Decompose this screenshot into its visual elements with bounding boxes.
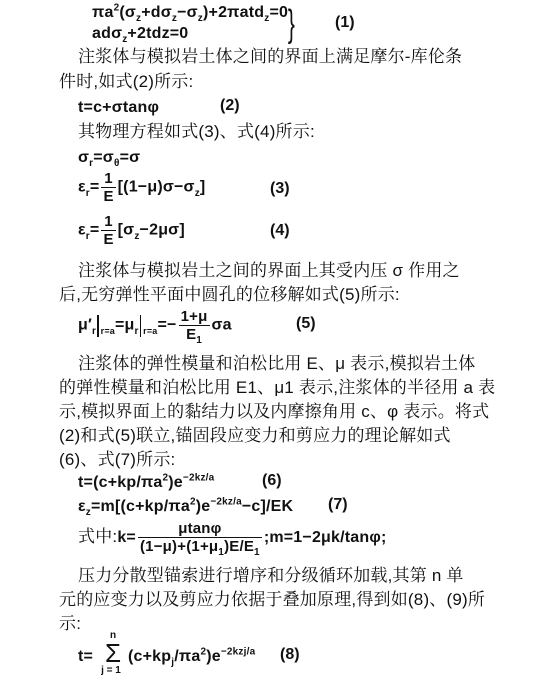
- eq-k-fraction: $\frac{\mu\tan\varphi}{(1-\mu)+(1+\mu_1)E/E_1}$: [139, 520, 260, 558]
- eq8-number: (8): [280, 646, 300, 663]
- para1-line2: 件时,如式(2)所示:: [59, 72, 194, 91]
- eq3-fraction: $\frac{1}{E}$: [103, 170, 114, 205]
- para4-line3: 示,模拟界面上的黏结力以及内摩擦角用 c、φ 表示。将式: [59, 402, 490, 421]
- eq-k-m: 式中:k= $\frac{\mu\tan\varphi}{(1-\mu)+(1+\mu_1)E/E_1}$ ;m=1−2μk/tanφ;: [78, 520, 387, 558]
- eq5-number: (5): [296, 315, 316, 332]
- eq7-number: (7): [328, 496, 348, 513]
- eq2-number: (2): [220, 97, 240, 114]
- para5-line1: 压力分散型锚索进行增序和分级循环加载,其第 n 单: [78, 566, 464, 585]
- eq6: $t=(c+kp/\pi a^2)e^{-2kz/a}$: [78, 472, 215, 491]
- para2-line1: 其物理方程如式(3)、式(4)所示:: [78, 122, 315, 141]
- para3-line2: 后,无穷弹性平面中圆孔的位移解如式(5)所示:: [59, 285, 400, 304]
- para5-line3: 示:: [59, 614, 82, 633]
- para3-line1: 注浆体与模拟岩土之间的界面上其受内压 σ 作用之: [78, 261, 460, 280]
- eq3: $\varepsilon_r=$ $\frac{1}{E}$ $[(1-\mu)\sigma-\sigma_z]$: [78, 170, 206, 205]
- eq8-body: $(c+kp_j/\pi a^2)e^{-2kzj/a}$: [128, 646, 256, 669]
- para4-line5: (6)、式(7)所示:: [59, 450, 176, 469]
- para5-line2: 元的应变力以及剪应力依据于叠加原理,得到如(8)、(9)所: [59, 590, 486, 609]
- eq4: $\varepsilon_r=$ $\frac{1}{E}$ $[\sigma_z-2\mu\sigma]$: [78, 213, 185, 248]
- eq8-lhs: t=: [78, 648, 94, 665]
- eq1-line2: adσ$_z$+2tdz=0: [92, 25, 189, 46]
- eq4-number: (4): [270, 222, 290, 239]
- eq8-summation: n Σ j = 1: [101, 630, 122, 676]
- para4-line1: 注浆体的弹性模量和泊松比用 E、μ 表示,模拟岩土体: [78, 354, 476, 373]
- eq1-brace: }: [287, 3, 295, 45]
- eq6-number: (6): [262, 472, 282, 489]
- eq3-number: (3): [270, 180, 290, 197]
- eq1-line1: $\pi a^2(\sigma_z+d\sigma_z-\sigma_z)+2\pi atd_z=0$: [92, 2, 289, 25]
- eq5: $\mu'_r$ $_{r=a}=\mu_r$ $_{r=a}$=− $\frac{1+\mu}{E_1}$ σa: [78, 308, 232, 346]
- eq-sigma-r: $\sigma_r=\sigma_\theta=\sigma$: [78, 149, 141, 170]
- eq5-fraction: $\frac{1+\mu}{E_1}$: [180, 308, 208, 346]
- para1-line1: 注浆体与模拟岩土体之间的界面上满足摩尔-库伦条: [78, 47, 463, 66]
- eq2-text: t=c+σtanφ: [78, 99, 160, 116]
- eq7: $\varepsilon_z=m[(c+kp/\pi a^2)e^{-2kz/a}-c]/EK$: [78, 496, 294, 519]
- para4-line4: (2)和式(5)联立,锚固段应变力和剪应力的理论解如式: [59, 426, 451, 445]
- eq4-fraction: $\frac{1}{E}$: [103, 213, 114, 248]
- para4-line2: 的弹性模量和泊松比用 E1、μ1 表示,注浆体的半径用 a 表: [59, 378, 496, 397]
- eq1-number: (1): [335, 14, 355, 31]
